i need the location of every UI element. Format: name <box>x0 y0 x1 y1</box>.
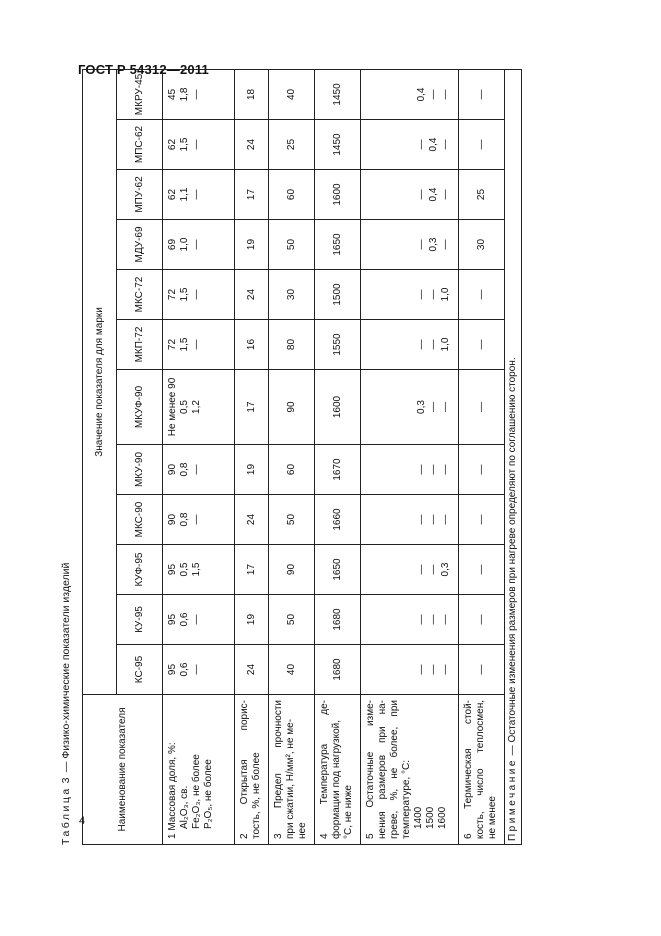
indicator-name-line: кость, число теплосмен, <box>475 700 486 839</box>
value-line: 1,0 <box>440 287 451 302</box>
value-cell <box>361 120 459 170</box>
value-cell: 1650 <box>315 220 361 270</box>
value-cell: — <box>459 645 505 695</box>
value-cell: 50 <box>269 220 315 270</box>
indicator-name-line: 1400 <box>413 806 424 829</box>
value-cell: 30 <box>269 270 315 320</box>
value-line: 95 <box>167 663 178 676</box>
table-row <box>361 69 459 844</box>
value-cell: 90 <box>269 545 315 595</box>
value-line: — <box>428 664 439 675</box>
value-line: 0,3 <box>428 237 439 252</box>
value-cell <box>361 170 459 220</box>
value-line: — <box>191 514 202 525</box>
indicator-name-line: 5 Остаточные изме- <box>365 700 376 839</box>
header-indicator-name: Наименование показателя <box>83 695 163 845</box>
indicator-name-line: температуре, °С: <box>401 759 412 839</box>
value-cell <box>361 370 459 445</box>
value-line: 1,5 <box>179 287 190 302</box>
indicator-name-line: °С, не ниже <box>343 785 354 839</box>
indicator-name <box>235 695 269 845</box>
value-cell <box>163 270 235 320</box>
rotated-table-block <box>60 73 518 845</box>
value-cell: 24 <box>235 120 269 170</box>
caption-number: 3 <box>60 775 72 784</box>
table-row <box>269 69 315 844</box>
value-cell: 80 <box>269 320 315 370</box>
brand-header-2: КУФ-95 <box>117 545 163 595</box>
value-cell: 40 <box>269 69 315 119</box>
value-line: — <box>428 289 439 300</box>
value-cell: 19 <box>235 445 269 495</box>
value-line: — <box>440 89 451 100</box>
value-cell: 1670 <box>315 445 361 495</box>
page-number: 4 <box>79 815 86 827</box>
indicator-name-line: нения размеров при на- <box>377 700 388 839</box>
indicator-name-line: 1 Массовая доля, %: <box>167 742 178 839</box>
value-line: 69 <box>167 238 178 251</box>
value-line: 1,8 <box>179 87 190 102</box>
value-line: 0,5 <box>179 400 190 414</box>
value-line: — <box>440 614 451 625</box>
indicator-name-line: Fe₂O₃, не более <box>191 754 202 829</box>
value-line: — <box>416 339 427 350</box>
indicator-name <box>361 695 459 845</box>
value-cell <box>361 69 459 119</box>
value-cell <box>361 545 459 595</box>
value-line: 0,3 <box>440 562 451 577</box>
table-note <box>505 69 522 844</box>
value-cell: 17 <box>235 170 269 220</box>
value-cell <box>163 69 235 119</box>
value-cell: 50 <box>269 595 315 645</box>
indicator-name-line: Al₂O₃, св. <box>179 785 190 829</box>
value-cell: 19 <box>235 220 269 270</box>
brand-header-7: МКС-72 <box>117 270 163 320</box>
value-line: 90 <box>167 513 178 526</box>
value-line: — <box>428 402 439 412</box>
value-cell: 1660 <box>315 495 361 545</box>
value-line: — <box>191 139 202 150</box>
value-cell <box>361 320 459 370</box>
document-header: ГОСТ Р 54312—2011 <box>78 62 209 77</box>
indicator-name <box>315 695 361 845</box>
indicator-name-line: 3 Предел прочности <box>273 700 284 839</box>
indicator-name-line: не менее <box>487 796 498 839</box>
indicator-name-line: 4 Температура де- <box>319 700 330 839</box>
value-line: — <box>440 464 451 475</box>
value-cell: 24 <box>235 645 269 695</box>
value-cell: 1650 <box>315 545 361 595</box>
value-line: — <box>428 339 439 350</box>
value-line: — <box>428 514 439 525</box>
value-line: 1,2 <box>191 400 202 414</box>
value-line: 1,1 <box>179 187 190 202</box>
brand-header-10: МПС-62 <box>117 120 163 170</box>
value-line: 0,5 <box>179 562 190 577</box>
value-line: 62 <box>167 138 178 151</box>
value-line: 1,5 <box>179 137 190 152</box>
value-cell: 1500 <box>315 270 361 320</box>
value-cell: 50 <box>269 495 315 545</box>
value-cell <box>163 220 235 270</box>
note-text: — Остаточные изменения размеров при нагреве определяют по соглашению сторон. <box>507 357 518 756</box>
value-line: — <box>416 464 427 475</box>
value-line: 72 <box>167 338 178 351</box>
value-cell: — <box>459 495 505 545</box>
indicator-name-line: греве, %, не более, при <box>389 700 400 839</box>
table-row <box>459 69 505 844</box>
value-cell: 24 <box>235 495 269 545</box>
value-cell <box>163 645 235 695</box>
indicator-name <box>459 695 505 845</box>
value-line: — <box>428 564 439 575</box>
value-cell: 1450 <box>315 69 361 119</box>
table-caption <box>60 563 72 845</box>
value-line: — <box>428 464 439 475</box>
value-cell: 90 <box>269 370 315 445</box>
value-cell: 30 <box>459 220 505 270</box>
value-line: 95 <box>167 563 178 576</box>
indicator-name <box>269 695 315 845</box>
brand-header-0: КС-95 <box>117 645 163 695</box>
value-line: — <box>416 664 427 675</box>
value-line: 0,3 <box>416 400 427 414</box>
value-line: 0,8 <box>179 512 190 527</box>
value-cell: 1680 <box>315 645 361 695</box>
value-cell: — <box>459 445 505 495</box>
value-cell: — <box>459 370 505 445</box>
brand-header-9: МПУ-62 <box>117 170 163 220</box>
value-cell <box>163 595 235 645</box>
value-line: 62 <box>167 188 178 201</box>
value-cell <box>361 445 459 495</box>
value-cell: 1600 <box>315 170 361 220</box>
indicator-name-line: формации под нагрузкой, <box>331 719 342 839</box>
value-line: — <box>191 464 202 475</box>
value-line: — <box>416 564 427 575</box>
value-cell: 24 <box>235 270 269 320</box>
indicator-name-line: 6 Термическая стой- <box>463 700 474 839</box>
value-line: 0,4 <box>428 137 439 152</box>
value-line: 1,5 <box>191 562 202 577</box>
value-line: 1,0 <box>179 237 190 252</box>
indicator-name-line: нее <box>297 822 308 839</box>
value-cell: — <box>459 120 505 170</box>
header-brand-group: Значение показателя для марки <box>83 69 117 694</box>
value-cell <box>163 495 235 545</box>
indicator-name-line: 1600 <box>437 806 448 829</box>
value-cell: 17 <box>235 545 269 595</box>
value-line: 95 <box>167 613 178 626</box>
value-cell <box>163 370 235 445</box>
brand-header-5: МКУФ-90 <box>117 370 163 445</box>
indicator-name-line: 1500 <box>425 806 436 829</box>
value-cell: 60 <box>269 445 315 495</box>
indicator-name-line: 2 Открытая порис- <box>239 700 250 839</box>
value-line: — <box>440 664 451 675</box>
indicator-name-line: при сжатии, Н/мм², не ме- <box>285 718 296 839</box>
value-cell: 40 <box>269 645 315 695</box>
value-line: — <box>416 239 427 250</box>
value-line: 0,6 <box>179 612 190 627</box>
value-line: — <box>191 614 202 625</box>
value-line: 0,4 <box>428 187 439 202</box>
value-cell: 18 <box>235 69 269 119</box>
value-cell: 25 <box>459 170 505 220</box>
value-cell: 1680 <box>315 595 361 645</box>
value-cell: 25 <box>269 120 315 170</box>
value-line: — <box>416 189 427 200</box>
brand-header-8: МДУ-69 <box>117 220 163 270</box>
value-cell <box>163 545 235 595</box>
caption-title: — Физико-химические показатели изделий <box>60 562 72 773</box>
value-line: — <box>416 139 427 150</box>
caption-label: Таблица <box>60 786 72 845</box>
value-line: — <box>191 89 202 100</box>
value-cell: — <box>459 320 505 370</box>
value-cell <box>163 170 235 220</box>
value-cell <box>361 270 459 320</box>
value-cell <box>361 645 459 695</box>
value-line: 0,4 <box>416 87 427 102</box>
value-cell: — <box>459 545 505 595</box>
brand-header-3: МКС-90 <box>117 495 163 545</box>
value-line: — <box>191 339 202 350</box>
note-row <box>505 69 522 844</box>
value-cell: 19 <box>235 595 269 645</box>
value-line: — <box>440 239 451 250</box>
note-label: Примечание <box>507 758 518 841</box>
value-line: — <box>440 514 451 525</box>
value-cell <box>361 220 459 270</box>
value-cell: 1450 <box>315 120 361 170</box>
brand-header-4: МКУ-90 <box>117 445 163 495</box>
value-line: 0,8 <box>179 462 190 477</box>
indicator-name-line: P₂O₅, не более <box>203 759 214 829</box>
value-line: 1,5 <box>179 337 190 352</box>
value-line: 72 <box>167 288 178 301</box>
value-line: — <box>440 402 451 412</box>
value-line: — <box>416 614 427 625</box>
value-line: 45 <box>167 88 178 101</box>
value-cell <box>163 445 235 495</box>
table-row <box>235 69 269 844</box>
value-line: — <box>416 514 427 525</box>
value-line: 1,0 <box>440 337 451 352</box>
table-row <box>315 69 361 844</box>
value-cell <box>163 120 235 170</box>
indicator-name <box>163 695 235 845</box>
value-line: 90 <box>167 463 178 476</box>
properties-table <box>82 69 522 845</box>
value-cell <box>361 595 459 645</box>
value-line: — <box>191 289 202 300</box>
value-cell: 60 <box>269 170 315 220</box>
value-cell <box>163 320 235 370</box>
value-line: — <box>191 189 202 200</box>
value-line: — <box>428 89 439 100</box>
value-line: — <box>191 664 202 675</box>
value-line: 0,6 <box>179 662 190 677</box>
value-cell: — <box>459 69 505 119</box>
value-line: — <box>440 139 451 150</box>
value-cell: 1600 <box>315 370 361 445</box>
value-line: — <box>440 189 451 200</box>
value-cell: 16 <box>235 320 269 370</box>
value-cell: 1550 <box>315 320 361 370</box>
value-cell: 17 <box>235 370 269 445</box>
table-row <box>163 69 235 844</box>
brand-header-6: МКП-72 <box>117 320 163 370</box>
indicator-name-line: тость, %, не более <box>251 752 262 839</box>
brand-header-11: МКРУ-45 <box>117 69 163 119</box>
brand-header-1: КУ-95 <box>117 595 163 645</box>
value-line: Не менее 90 <box>167 377 178 437</box>
value-line: — <box>191 239 202 250</box>
value-cell <box>361 495 459 545</box>
value-line: — <box>416 289 427 300</box>
value-cell: — <box>459 595 505 645</box>
value-cell: — <box>459 270 505 320</box>
value-line: — <box>428 614 439 625</box>
